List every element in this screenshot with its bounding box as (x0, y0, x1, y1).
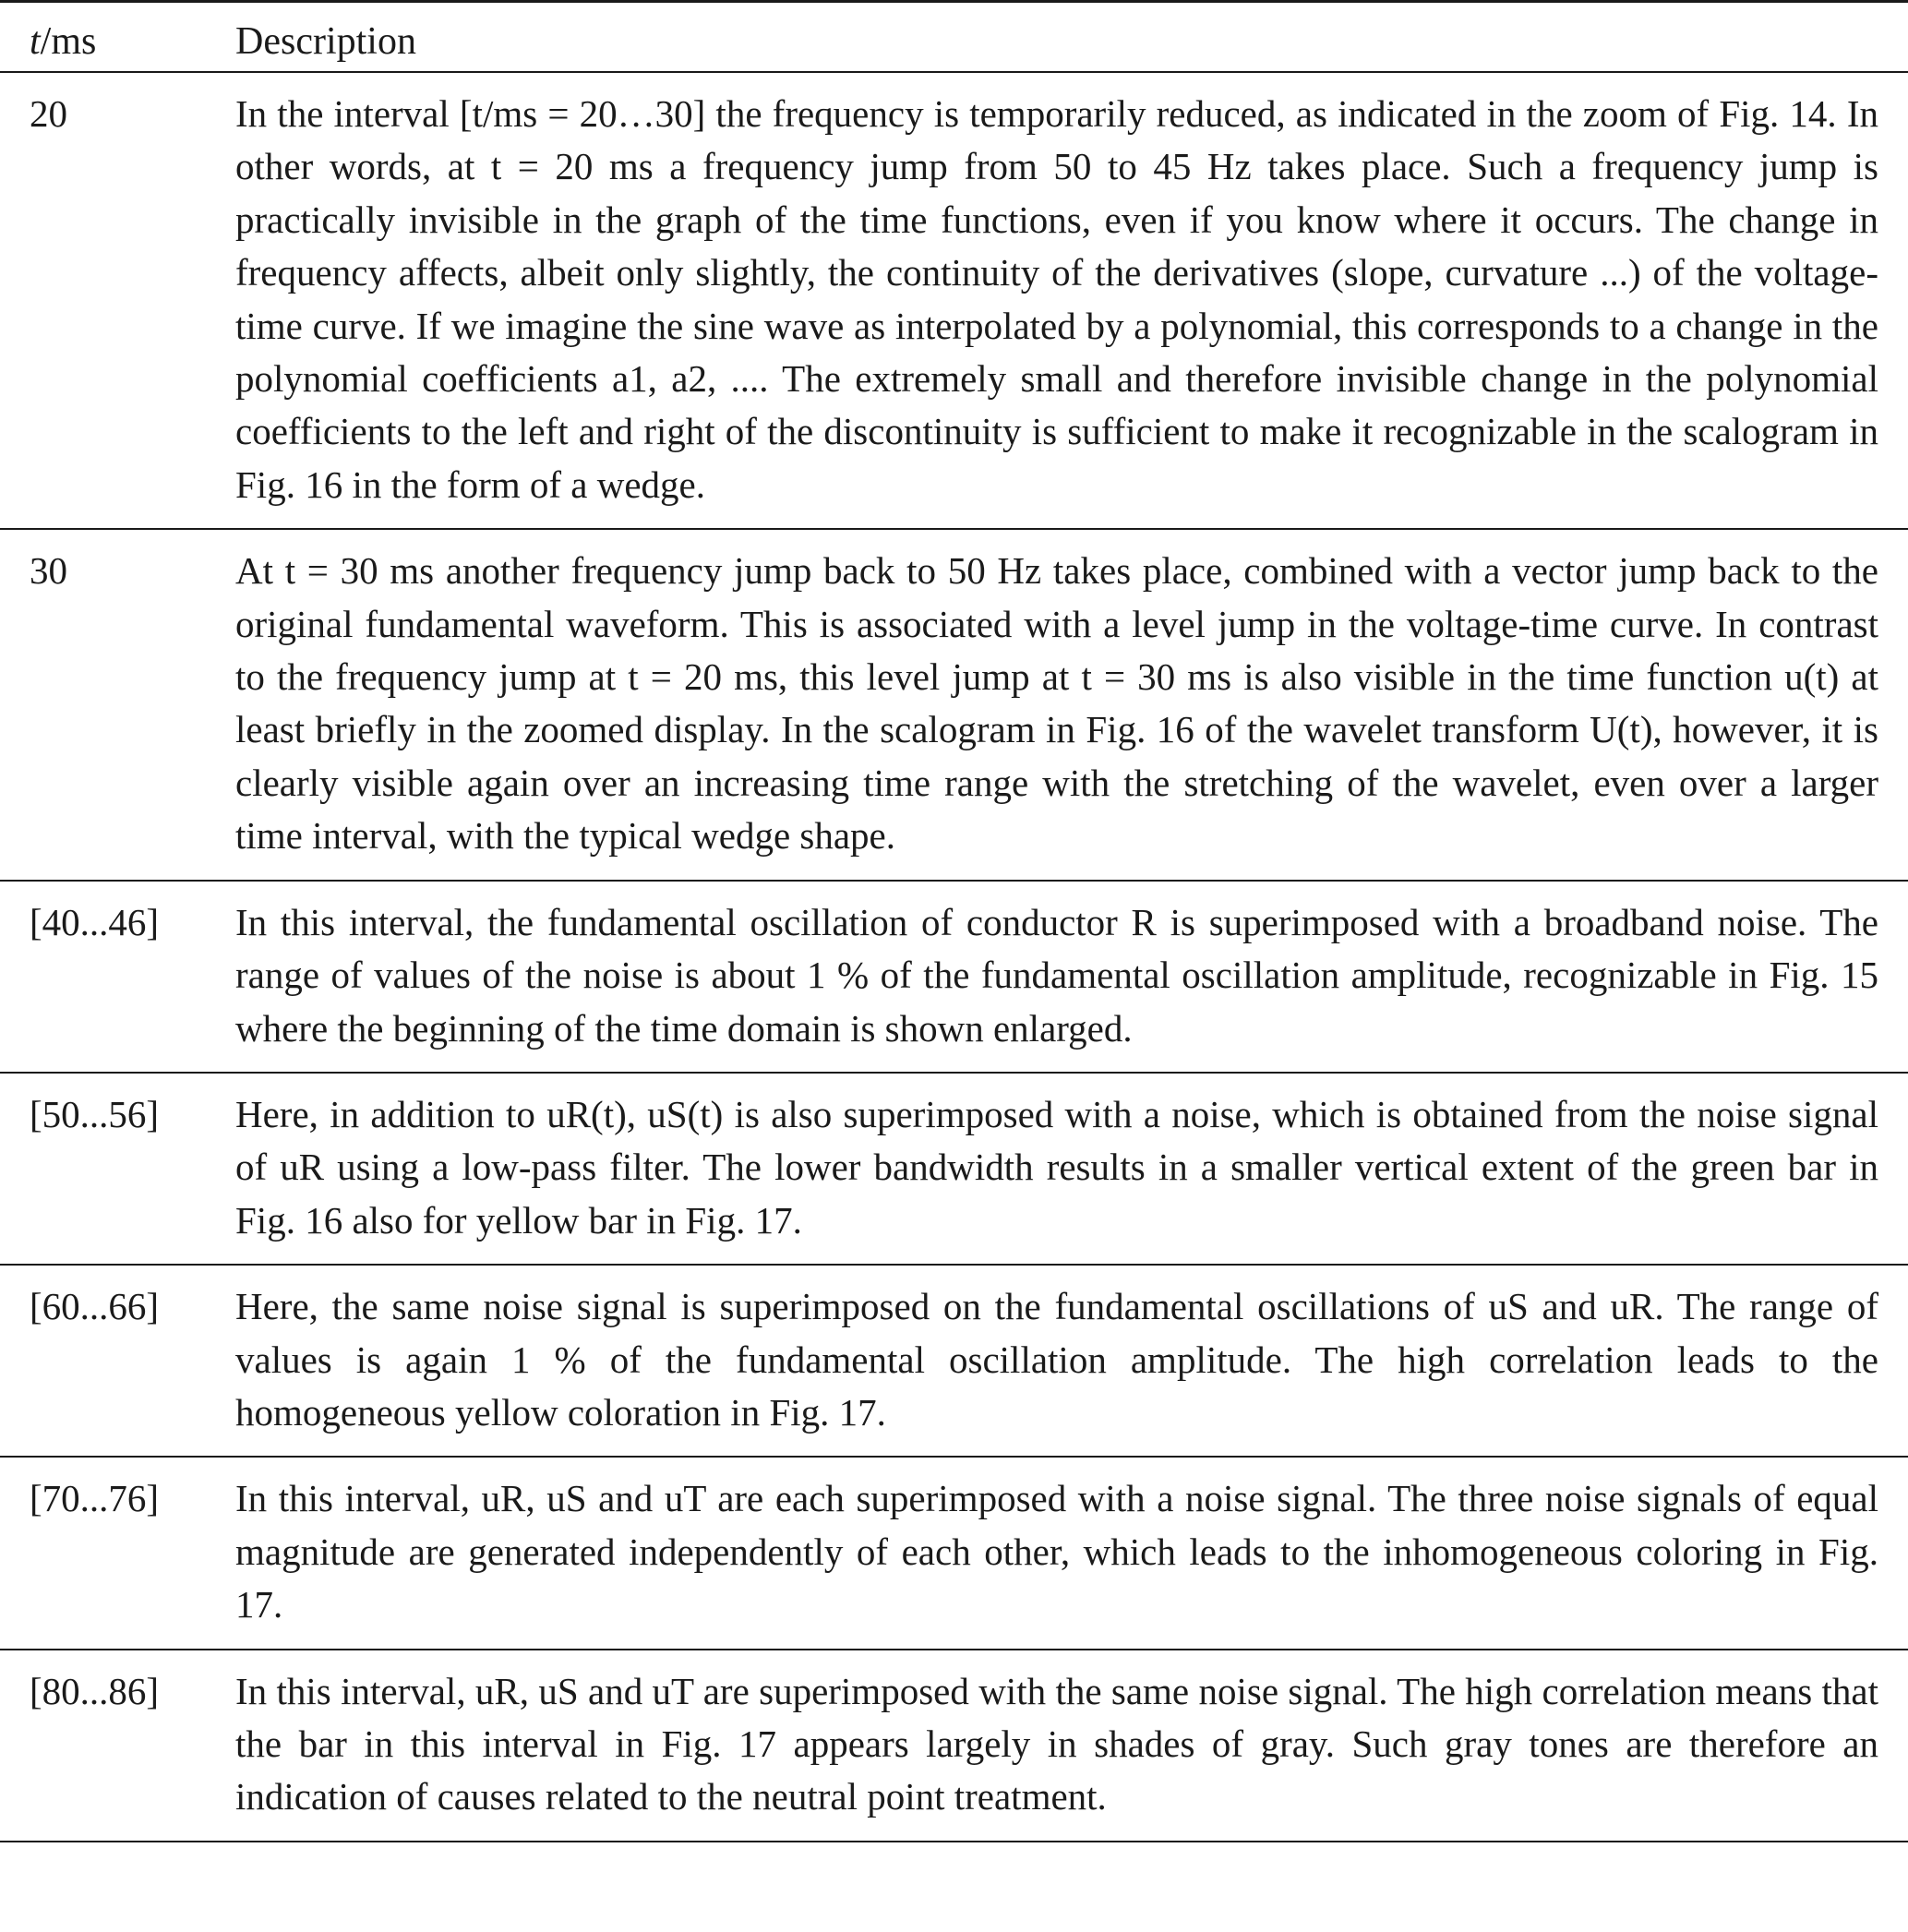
table-row (0, 1074, 1908, 1264)
table-row (0, 1266, 1908, 1456)
time-cell: [40...46] (30, 900, 160, 943)
description-cell: In this interval, uR, uS and uT are each superimposed with a noise signal. The three noise signals of equal magnitude are generated independently of each other, which leads to the inhomogeneous coloring in Fig. 17. (235, 1477, 1878, 1626)
description-cell: In this interval, the fundamental oscillation of conductor R is superimposed with a broadband noise. The range of values of the noise is about 1 % of the fundamental oscillation amplitude, recognizable in Fig. 15 where the beginning of the time domain is shown enlarged. (235, 900, 1878, 1050)
time-cell: [60...66] (30, 1285, 160, 1328)
table-row (0, 1458, 1908, 1648)
row-rule (0, 1841, 1908, 1842)
table-body (0, 73, 1908, 1842)
header-time-symbol: t (30, 20, 41, 63)
time-cell: [70...76] (30, 1477, 160, 1520)
header-time-unit: /ms (40, 20, 97, 63)
description-cell: At t = 30 ms another frequency jump back to 50 Hz takes place, combined with a vector jump back to the original fundamental waveform. This is associated with a level jump in the voltage-time curve. In contrast to the frequency jump at t = 20 ms, this level jump at t = 30 ms is also visible in the time function u(t) at least briefly in the zoomed display. In the scalogram in Fig. 16 of the wavelet transform U(t), however, it is clearly visible again over an increasing time range with the stretching of the wavelet, even over a larger time interval, with the typical wedge shape. (235, 549, 1878, 858)
description-cell: Here, the same noise signal is superimposed on the fundamental oscillations of uS and uR. The range of values is again 1 % of the fundamental oscillation amplitude. The high correlation leads to the homogeneous yellow coloration in Fig. 17. (235, 1285, 1878, 1434)
time-cell: [50...56] (30, 1092, 160, 1135)
table-row (0, 530, 1908, 879)
table-row (0, 882, 1908, 1072)
time-cell: 20 (30, 92, 67, 135)
table-header-row (0, 3, 1908, 71)
header-description: Description (235, 20, 416, 63)
description-cell: Here, in addition to uR(t), uS(t) is also superimposed with a noise, which is obtained from the noise signal of uR using a low-pass filter. The lower bandwidth results in a smaller vertical extent of the green bar in Fig. 16 also for yellow bar in Fig. 17. (235, 1092, 1878, 1242)
description-cell: In the interval [t/ms = 20…30] the frequency is temporarily reduced, as indicated in the zoom of Fig. 14. In other words, at t = 20 ms a frequency jump from 50 to 45 Hz takes place. Such a frequency jump is practically invisible in the graph of the time functions, even if you know where it occurs. The change in frequency affects, albeit only slightly, the continuity of the derivatives (slope, curvature ...) of the voltage-time curve. If we imagine the sine wave as interpolated by a polynomial, this corresponds to a change in the polynomial coefficients a1, a2, .... The extremely small and therefore invisible change in the polynomial coefficients to the left and right of the discontinuity is sufficient to make it recognizable in the scalogram in Fig. 16 in the form of a wedge. (235, 92, 1878, 506)
time-cell: [80...86] (30, 1669, 160, 1712)
table-row (0, 73, 1908, 528)
description-cell: In this interval, uR, uS and uT are superimposed with the same noise signal. The high correlation means that the bar in this interval in Fig. 17 appears largely in shades of gray. Such gray tones are therefore an indication of causes related to the neutral point treatment. (235, 1669, 1878, 1818)
header-time (0, 16, 235, 71)
table-row (0, 1650, 1908, 1841)
time-cell: 30 (30, 549, 67, 593)
